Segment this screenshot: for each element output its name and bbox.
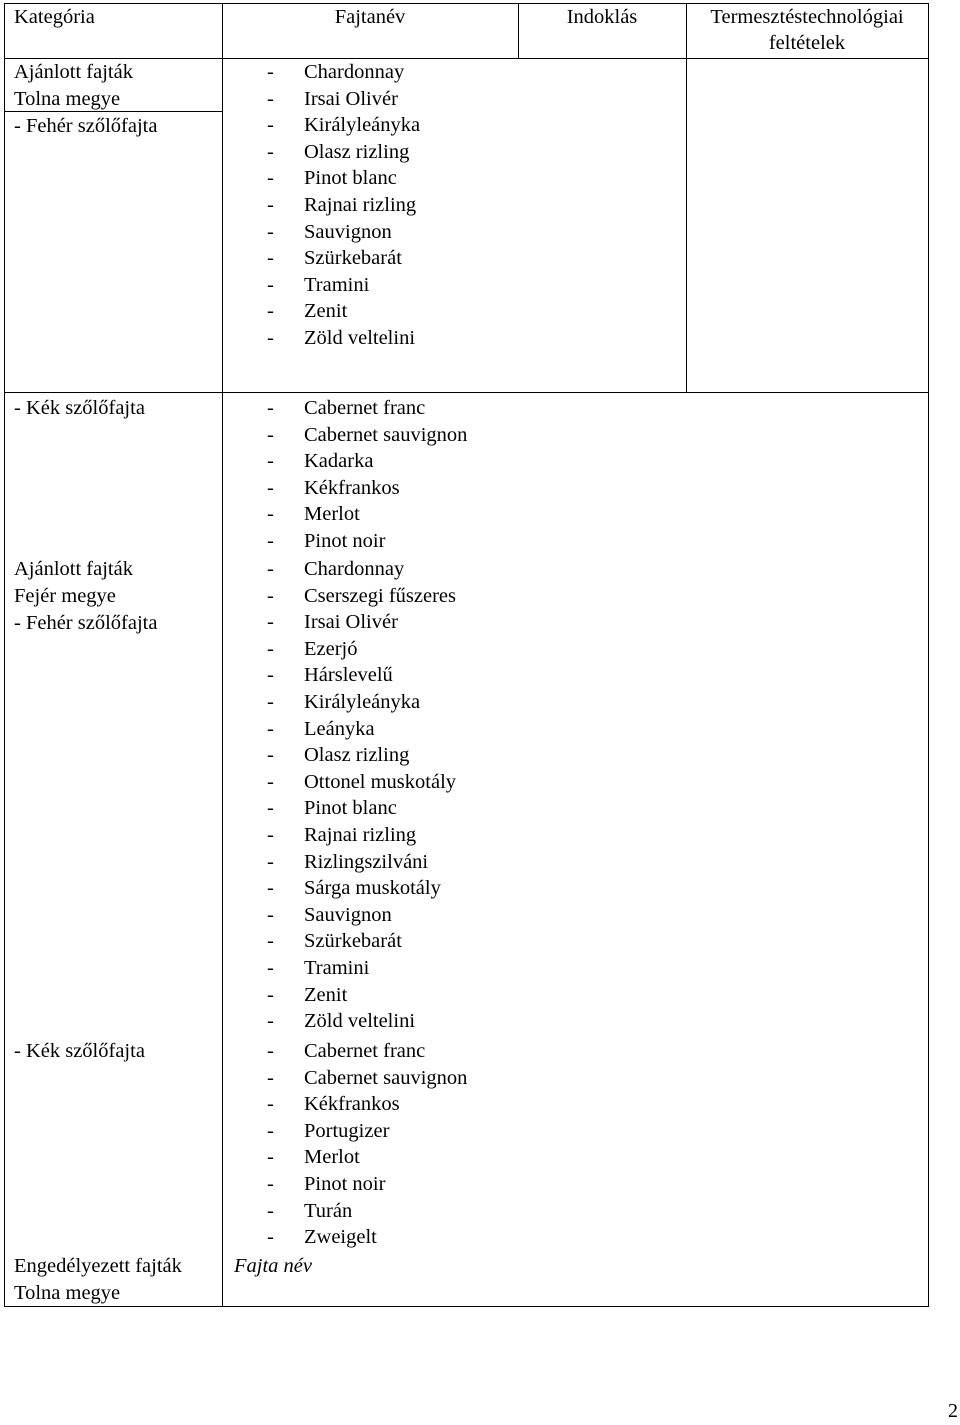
list-dash: - (267, 397, 274, 419)
variety-name: Sárga muskotály (304, 877, 441, 900)
variety-item (267, 955, 456, 982)
variety-item (267, 112, 420, 139)
variety-item (267, 1091, 467, 1118)
variety-name: Zenit (304, 300, 348, 323)
variety-name: Chardonnay (304, 61, 405, 83)
variety-item (267, 448, 467, 475)
variety-item (267, 192, 420, 219)
variety-name: Merlot (304, 1146, 360, 1169)
variety-name: Zöld veltelini (304, 326, 416, 349)
variety-item (267, 1038, 467, 1065)
variety-item (267, 875, 456, 902)
header-fajtanev: Fajtanév (334, 6, 406, 28)
list-dash: - (267, 1119, 274, 1142)
section2-category-line1: Ajánlott fajták (14, 558, 133, 580)
variety-item (267, 609, 456, 636)
list-dash: - (267, 1172, 274, 1195)
list-dash: - (267, 1093, 274, 1116)
variety-item (267, 272, 420, 299)
variety-name: Cabernet sauvignon (304, 423, 468, 446)
list-dash: - (267, 247, 274, 270)
variety-name: Merlot (304, 503, 360, 526)
section2-category-line2: Fejér megye (14, 585, 116, 607)
variety-name: Cabernet sauvignon (304, 1066, 468, 1089)
variety-item (267, 422, 467, 449)
section2-white-label: - Fehér szőlőfajta (14, 612, 158, 634)
section3-variety-placeholder: Fajta név (234, 1255, 312, 1277)
list-dash: - (267, 476, 274, 499)
section1-white-variety-list (267, 59, 420, 352)
variety-item (267, 475, 467, 502)
variety-name: Pinot blanc (304, 797, 397, 820)
variety-name: Pinot blanc (304, 167, 397, 190)
list-dash: - (267, 850, 274, 873)
header-indoklas: Indoklás (566, 6, 638, 28)
variety-name: Tramini (304, 273, 370, 296)
list-dash: - (267, 326, 274, 349)
list-dash: - (267, 1066, 274, 1089)
table-border-left (4, 3, 5, 1307)
list-dash: - (267, 1146, 274, 1169)
variety-item (267, 689, 456, 716)
list-dash: - (267, 300, 274, 323)
variety-item (267, 556, 456, 583)
variety-name: Irsai Olivér (304, 611, 398, 634)
list-dash: - (267, 903, 274, 926)
header-col4-line1: Termesztéstechnológiai (710, 6, 904, 28)
list-dash: - (267, 503, 274, 526)
variety-name: Kadarka (304, 450, 374, 473)
variety-item (267, 1065, 467, 1092)
list-dash: - (267, 450, 274, 473)
variety-name: Kékfrankos (304, 476, 400, 499)
variety-item (267, 245, 420, 272)
list-dash: - (267, 220, 274, 243)
list-dash: - (267, 558, 274, 580)
variety-name: Ezerjó (304, 637, 358, 660)
variety-name: Sauvignon (304, 903, 392, 926)
variety-name: Olasz rizling (304, 744, 410, 767)
column-divider-1 (222, 3, 223, 1307)
list-dash: - (267, 611, 274, 634)
header-kategoria: Kategória (14, 6, 95, 28)
list-dash: - (267, 423, 274, 446)
list-dash: - (267, 114, 274, 137)
section1-category-line2: Tolna megye (14, 88, 121, 110)
variety-item (267, 165, 420, 192)
list-dash: - (267, 983, 274, 1006)
list-dash: - (267, 1199, 274, 1222)
section2-white-variety-list (267, 556, 456, 1035)
variety-name: Cabernet franc (304, 1040, 426, 1062)
list-dash: - (267, 61, 274, 83)
list-dash: - (267, 1010, 274, 1033)
variety-item (267, 501, 467, 528)
variety-name: Királyleányka (304, 114, 421, 137)
section1-red-variety-list (267, 395, 467, 555)
variety-item (267, 139, 420, 166)
variety-item (267, 298, 420, 325)
header-divider (4, 58, 929, 59)
variety-item (267, 1118, 467, 1145)
variety-name: Pinot noir (304, 1172, 386, 1195)
section1-divider (4, 392, 929, 393)
variety-name: Sauvignon (304, 220, 392, 243)
list-dash: - (267, 167, 274, 190)
variety-name: Hárslevelű (304, 664, 393, 687)
variety-name: Tramini (304, 956, 370, 979)
variety-item (267, 528, 467, 555)
variety-item (267, 86, 420, 113)
column-divider-3 (686, 3, 687, 393)
variety-name: Zweigelt (304, 1226, 377, 1249)
list-dash: - (267, 1040, 274, 1062)
variety-item (267, 982, 456, 1009)
variety-name: Zöld veltelini (304, 1010, 416, 1033)
variety-name: Szürkebarát (304, 930, 402, 953)
variety-item (267, 325, 420, 352)
variety-name: Rajnai rizling (304, 193, 417, 216)
variety-item (267, 902, 456, 929)
list-dash: - (267, 930, 274, 953)
list-dash: - (267, 956, 274, 979)
list-dash: - (267, 744, 274, 767)
variety-item (267, 822, 456, 849)
variety-name: Ottonel muskotály (304, 770, 457, 793)
section3-category-line2: Tolna megye (14, 1282, 121, 1304)
variety-item (267, 849, 456, 876)
variety-name: Királyleányka (304, 690, 421, 713)
section3-category-line1: Engedélyezett fajták (14, 1255, 182, 1277)
variety-item (267, 795, 456, 822)
variety-item (267, 636, 456, 663)
variety-name: Turán (304, 1199, 353, 1222)
list-dash: - (267, 877, 274, 900)
variety-name: Irsai Olivér (304, 87, 398, 110)
header-termesztestechnologiai (686, 4, 928, 56)
variety-name: Pinot noir (304, 529, 386, 552)
list-dash: - (267, 717, 274, 740)
variety-item (267, 1171, 467, 1198)
list-dash: - (267, 797, 274, 820)
variety-item (267, 742, 456, 769)
variety-name: Kékfrankos (304, 1093, 400, 1116)
variety-item (267, 716, 456, 743)
list-dash: - (267, 273, 274, 296)
list-dash: - (267, 87, 274, 110)
list-dash: - (267, 529, 274, 552)
section1-category-line1: Ajánlott fajták (14, 61, 133, 83)
table-border-bottom (4, 1306, 929, 1307)
variety-item (267, 769, 456, 796)
variety-name: Cabernet franc (304, 397, 426, 419)
variety-item (267, 1224, 467, 1251)
variety-name: Olasz rizling (304, 140, 410, 163)
variety-item (267, 662, 456, 689)
list-dash: - (267, 690, 274, 713)
section1-white-label: - Fehér szőlőfajta (14, 115, 158, 137)
variety-item (267, 1144, 467, 1171)
variety-name: Szürkebarát (304, 247, 402, 270)
list-dash: - (267, 584, 274, 607)
table-border-right (928, 3, 929, 1307)
list-dash: - (267, 664, 274, 687)
variety-name: Cserszegi fűszeres (304, 584, 456, 607)
list-dash: - (267, 823, 274, 846)
variety-name: Portugizer (304, 1119, 390, 1142)
list-dash: - (267, 193, 274, 216)
variety-name: Rizlingszilváni (304, 850, 429, 873)
variety-item (267, 219, 420, 246)
variety-name: Chardonnay (304, 558, 405, 580)
section1-red-label: - Kék szőlőfajta (14, 397, 145, 419)
variety-name: Zenit (304, 983, 348, 1006)
list-dash: - (267, 637, 274, 660)
variety-item (267, 583, 456, 610)
list-dash: - (267, 140, 274, 163)
list-dash: - (267, 770, 274, 793)
section2-red-variety-list (267, 1038, 467, 1251)
variety-item (267, 1008, 456, 1035)
list-dash: - (267, 1226, 274, 1249)
variety-item (267, 395, 467, 422)
header-col4-line2: feltételek (768, 32, 846, 54)
variety-name: Rajnai rizling (304, 823, 417, 846)
page-number: 2 (948, 1400, 958, 1422)
variety-item (267, 1198, 467, 1225)
variety-item (267, 59, 420, 86)
variety-item (267, 928, 456, 955)
variety-name: Leányka (304, 717, 375, 740)
section2-red-label: - Kék szőlőfajta (14, 1040, 145, 1062)
